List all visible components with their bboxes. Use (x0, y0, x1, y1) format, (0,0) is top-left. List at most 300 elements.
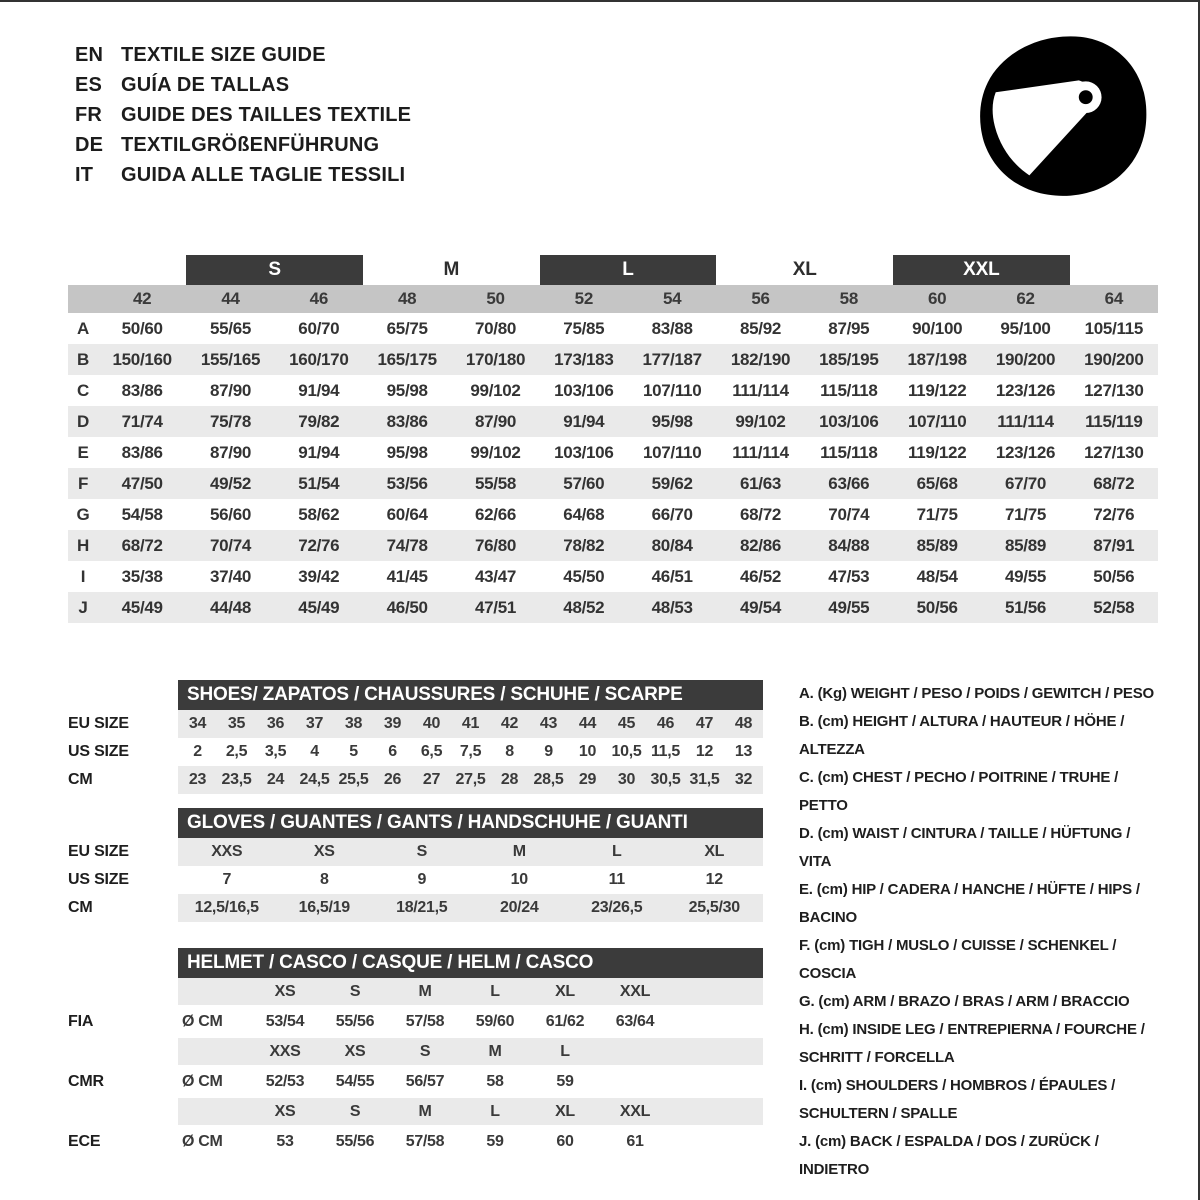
shoes-value-cell: 23,5 (221, 771, 252, 788)
helmet-value-cell: 53 (276, 1132, 294, 1150)
helmet-standard-label: CMR (68, 1072, 104, 1090)
cell-H-60: 85/89 (916, 535, 958, 555)
shoes-value-cell: 43 (539, 715, 558, 732)
filler-cell (670, 1125, 763, 1158)
shoes-value-cell: 38 (344, 715, 363, 732)
cell-E-44: 87/90 (209, 442, 252, 462)
shoes-row-label: US SIZE (68, 743, 129, 760)
gloves-row (68, 866, 763, 894)
helmet-sizes-band (178, 1098, 763, 1125)
cell-E-46: 91/94 (298, 442, 340, 462)
cell-E-54: 107/110 (642, 442, 702, 462)
language-code: DE (75, 134, 104, 156)
guide-title-de: TEXTILGRÖßENFÜHRUNG (121, 134, 380, 156)
cell-G-42: 54/58 (121, 504, 163, 524)
cell-I-54: 46/51 (651, 566, 693, 586)
cell-D-58: 103/106 (819, 411, 879, 431)
shoes-value-cell: 4 (310, 743, 319, 760)
row-label-D: D (77, 411, 89, 431)
helmet-size-cell: XS (344, 1042, 366, 1060)
helmet-values-row-FIA (68, 1005, 763, 1038)
shoes-value-cell: 2 (193, 743, 202, 760)
cell-F-60: 65/68 (916, 473, 958, 493)
page-header (0, 2, 1198, 212)
cell-C-56: 111/114 (732, 380, 789, 400)
row-label-B: B (77, 349, 89, 369)
row-label-E: E (77, 442, 89, 462)
cell-H-48: 74/78 (386, 535, 428, 555)
legend-item-G: G. (cm) ARM / BRAZO / BRAS / ARM / BRACCIO (799, 993, 1130, 1010)
cell-I-52: 45/50 (563, 566, 605, 586)
helmet-value-cell: 56/57 (405, 1072, 445, 1090)
helmet-size-cell: L (490, 982, 500, 1000)
shoes-value-cell: 9 (544, 743, 553, 760)
cell-C-64: 127/130 (1084, 380, 1144, 400)
numeric-size-spacer (68, 285, 98, 313)
cell-A-54: 83/88 (651, 318, 693, 338)
cell-D-46: 79/82 (298, 411, 340, 431)
gloves-rows (68, 838, 763, 922)
cell-C-60: 119/122 (907, 380, 967, 400)
shoes-value-cell: 28 (500, 771, 519, 788)
cell-E-60: 119/122 (907, 442, 967, 462)
filler-cell (670, 1098, 763, 1125)
cell-B-44: 155/165 (200, 349, 261, 369)
row-label-J: J (78, 597, 88, 617)
filler-cell (670, 1005, 763, 1038)
gloves-value-cell: L (612, 843, 622, 860)
gloves-band (178, 894, 763, 922)
shoes-value-cell: 10,5 (611, 743, 642, 760)
helmet-title: HELMET / CASCO / CASQUE / HELM / CASCO (178, 948, 763, 978)
cell-I-48: 41/45 (386, 566, 428, 586)
legend-item-J: J. (cm) BACK / ESPALDA / DOS / ZURÜCK / INDIETRO (799, 1133, 1099, 1178)
shoes-value-cell: 47 (695, 715, 714, 732)
gloves-value-cell: 16,5/19 (298, 899, 350, 916)
measurement-row-E (68, 437, 1158, 468)
gloves-value-cell: S (416, 843, 427, 860)
row-label-C: C (77, 380, 89, 400)
shoes-value-cell: 24,5 (299, 771, 330, 788)
numeric-size-58: 58 (839, 289, 858, 308)
gloves-value-cell: XS (313, 843, 335, 860)
shoes-value-cell: 31,5 (689, 771, 720, 788)
helmet-value-cell: 63/64 (615, 1012, 655, 1030)
shoes-band (178, 710, 763, 738)
shoes-rows (68, 710, 763, 794)
helmet-row-label (68, 978, 178, 1005)
shoes-value-cell: 29 (578, 771, 597, 788)
cell-H-42: 68/72 (121, 535, 163, 555)
gloves-value-cell: 11 (608, 871, 625, 888)
cell-E-56: 111/114 (732, 442, 789, 462)
shoes-value-cell: 30,5 (650, 771, 681, 788)
cell-G-56: 68/72 (739, 504, 782, 524)
row-label-H: H (77, 535, 89, 555)
cell-I-56: 46/52 (739, 566, 782, 586)
legend-item-A: A. (Kg) WEIGHT / PESO / POIDS / GEWITCH / PESO (799, 685, 1154, 702)
helmet-values-row-CMR (68, 1065, 763, 1098)
helmet-size-cell: S (419, 1042, 431, 1060)
shoes-value-cell: 44 (578, 715, 597, 732)
cell-A-42: 50/60 (121, 318, 163, 338)
shoes-value-cell: 45 (617, 715, 636, 732)
cell-J-58: 49/55 (828, 597, 870, 617)
cell-C-52: 103/106 (554, 380, 614, 400)
cell-F-62: 67/70 (1004, 473, 1047, 493)
cell-F-46: 51/54 (298, 473, 340, 493)
gloves-value-cell: 7 (222, 871, 232, 888)
guide-title-it: GUIDA ALLE TAGLIE TESSILI (121, 164, 406, 186)
cell-J-52: 48/52 (563, 597, 605, 617)
numeric-size-54: 54 (663, 289, 682, 308)
cell-F-44: 49/52 (209, 473, 252, 493)
gloves-value-cell: 8 (319, 871, 329, 888)
cell-C-54: 107/110 (642, 380, 702, 400)
cell-J-62: 51/56 (1004, 597, 1047, 617)
unit-spacer (178, 978, 250, 1005)
cell-H-54: 80/84 (651, 535, 693, 555)
helmet-value-cell: 53/54 (265, 1012, 305, 1030)
row-label-I: I (80, 566, 86, 586)
cell-B-64: 190/200 (1084, 349, 1144, 369)
helmet-values-band (178, 1005, 763, 1038)
shoes-value-cell: 27,5 (455, 771, 486, 788)
cell-G-62: 71/75 (1004, 504, 1047, 524)
cell-B-62: 190/200 (995, 349, 1056, 369)
shoes-value-cell: 36 (266, 715, 285, 732)
legend-item-F: F. (cm) TIGH / MUSLO / CUISSE / SCHENKEL / COSCIA (799, 937, 1117, 982)
helmet-icon (970, 30, 1153, 202)
cell-H-64: 87/91 (1093, 535, 1135, 555)
cell-I-62: 49/55 (1004, 566, 1047, 586)
cell-E-52: 103/106 (554, 442, 614, 462)
helmet-rows (68, 978, 763, 1158)
gloves-row-label: CM (68, 899, 93, 916)
helmet-values-row-ECE (68, 1125, 763, 1158)
helmet-sizes-row-CMR (68, 1038, 763, 1065)
cell-E-48: 95/98 (386, 442, 428, 462)
cell-F-48: 53/56 (386, 473, 428, 493)
measurement-row-C (68, 375, 1158, 406)
helmet-value-cell: 59/60 (475, 1012, 515, 1030)
helmet-value-cell: 58 (486, 1072, 504, 1090)
cell-A-58: 87/95 (828, 318, 870, 338)
size-header-S: S (186, 255, 363, 285)
helmet-value-cell: 61 (626, 1132, 644, 1150)
cell-A-50: 70/80 (474, 318, 517, 338)
gloves-value-cell: M (512, 843, 526, 860)
cell-H-50: 76/80 (474, 535, 517, 555)
unit-spacer (178, 1098, 250, 1125)
helmet-size-cell: XS (274, 1102, 296, 1120)
helmet-size-cell: L (490, 1102, 500, 1120)
shoes-value-cell: 32 (734, 771, 753, 788)
shoes-value-cell: 48 (734, 715, 753, 732)
gloves-value-cell: 9 (417, 871, 427, 888)
cell-D-62: 111/114 (997, 411, 1054, 431)
cell-D-54: 95/98 (651, 411, 693, 431)
helmet-size-cell: M (488, 1042, 502, 1060)
helmet-unit-label: Ø CM (182, 1012, 223, 1030)
measurement-row-H (68, 530, 1158, 561)
helmet-size-cell: XXL (619, 982, 651, 1000)
measurement-legend (799, 680, 1157, 1184)
cell-D-52: 91/94 (563, 411, 605, 431)
cell-I-60: 48/54 (916, 566, 958, 586)
gloves-value-cell: 10 (510, 871, 528, 888)
cell-J-42: 45/49 (121, 597, 163, 617)
helmet-sizes-row-ECE (68, 1098, 763, 1125)
helmet-value-cell: 55/56 (335, 1012, 375, 1030)
cell-H-46: 72/76 (298, 535, 340, 555)
helmet-sizes-band (178, 978, 763, 1005)
shoes-value-cell: 8 (505, 743, 514, 760)
size-header-XL: XL (792, 259, 817, 280)
shoes-value-cell: 37 (305, 715, 324, 732)
cell-J-56: 49/54 (739, 597, 782, 617)
cell-H-58: 84/88 (828, 535, 870, 555)
cell-G-60: 71/75 (916, 504, 958, 524)
helmet-size-cell: S (349, 982, 361, 1000)
shoes-value-cell: 40 (422, 715, 441, 732)
helmet-standard-label: ECE (68, 1132, 101, 1150)
cell-F-52: 57/60 (563, 473, 605, 493)
legend-item-C: C. (cm) CHEST / PECHO / POITRINE / TRUHE / PETTO (799, 769, 1119, 814)
cell-B-52: 173/183 (554, 349, 614, 369)
size-header-spacer (68, 255, 186, 285)
cell-B-48: 165/175 (377, 349, 437, 369)
cell-C-42: 83/86 (121, 380, 163, 400)
helmet-value-cell (600, 1065, 670, 1098)
bottom-section (68, 680, 1158, 1184)
cell-G-50: 62/66 (474, 504, 517, 524)
gloves-value-cell: 20/24 (499, 899, 539, 916)
helmet-value-cell: 54/55 (335, 1072, 375, 1090)
cell-I-58: 47/53 (828, 566, 870, 586)
cell-G-44: 56/60 (209, 504, 252, 524)
gloves-row-label: US SIZE (68, 871, 129, 888)
cell-A-64: 105/115 (1084, 318, 1144, 338)
shoes-title: SHOES/ ZAPATOS / CHAUSSURES / SCHUHE / SCARPE (178, 680, 763, 710)
helmet-size-cell: XXS (269, 1042, 301, 1060)
numeric-size-48: 48 (398, 289, 417, 308)
helmet-unit-label: Ø CM (182, 1072, 223, 1090)
gloves-value-cell: 25,5/30 (688, 899, 740, 916)
helmet-values-band (178, 1065, 763, 1098)
cell-J-60: 50/56 (916, 597, 958, 617)
helmet-size-cell: M (418, 982, 432, 1000)
cell-H-56: 82/86 (739, 535, 782, 555)
shoes-value-cell: 24 (266, 771, 285, 788)
shoes-value-cell: 10 (578, 743, 597, 760)
shoes-value-cell: 2,5 (225, 743, 248, 760)
cell-D-60: 107/110 (907, 411, 967, 431)
shoes-value-cell: 25,5 (338, 771, 369, 788)
measurement-row-F (68, 468, 1158, 499)
measurement-row-J (68, 592, 1158, 623)
cell-D-56: 99/102 (735, 411, 786, 431)
helmet-size-cell: XL (555, 1102, 575, 1120)
cell-F-64: 68/72 (1093, 473, 1135, 493)
cell-J-46: 45/49 (298, 597, 340, 617)
measurement-row-G (68, 499, 1158, 530)
helmet-values-band (178, 1125, 763, 1158)
cell-J-50: 47/51 (474, 597, 517, 617)
helmet-size-cell: S (349, 1102, 361, 1120)
cell-C-46: 91/94 (298, 380, 340, 400)
shoes-value-cell: 7,5 (459, 743, 482, 760)
cell-B-46: 160/170 (289, 349, 349, 369)
size-header-spacer (1070, 255, 1158, 285)
cell-E-62: 123/126 (995, 442, 1056, 462)
shoes-row-label: EU SIZE (68, 715, 129, 732)
cell-J-54: 48/53 (651, 597, 693, 617)
cell-I-44: 37/40 (209, 566, 252, 586)
shoes-value-cell: 12 (695, 743, 714, 760)
cell-E-58: 115/118 (820, 442, 878, 462)
cell-H-62: 85/89 (1004, 535, 1047, 555)
shoes-value-cell: 3,5 (264, 743, 287, 760)
cell-A-44: 55/65 (209, 318, 252, 338)
shoes-value-cell: 26 (383, 771, 402, 788)
cell-C-48: 95/98 (386, 380, 428, 400)
numeric-size-64: 64 (1104, 289, 1123, 308)
cell-B-54: 177/187 (642, 349, 702, 369)
language-code: IT (75, 164, 94, 186)
cell-I-42: 35/38 (121, 566, 163, 586)
cell-E-42: 83/86 (121, 442, 163, 462)
cell-J-44: 44/48 (209, 597, 252, 617)
shoes-value-cell: 11,5 (650, 743, 681, 760)
cell-G-58: 70/74 (828, 504, 870, 524)
helmet-standard-label: FIA (68, 1012, 94, 1030)
gloves-row-label: EU SIZE (68, 843, 129, 860)
language-code: FR (75, 104, 103, 126)
legend-item-D: D. (cm) WAIST / CINTURA / TAILLE / HÜFTUNG / VITA (799, 825, 1131, 870)
shoes-value-cell: 34 (188, 715, 207, 732)
cell-A-52: 75/85 (563, 318, 605, 338)
shoes-value-cell: 23 (188, 771, 207, 788)
cell-G-52: 64/68 (563, 504, 605, 524)
shoes-value-cell: 42 (500, 715, 519, 732)
cell-F-58: 63/66 (828, 473, 870, 493)
gloves-value-cell: XL (704, 843, 725, 860)
filler-cell (670, 978, 763, 1005)
helmet-size-cell (600, 1038, 670, 1065)
language-code: EN (75, 44, 104, 66)
helmet-size-cell: M (418, 1102, 432, 1120)
numeric-size-50: 50 (486, 289, 505, 308)
numeric-size-60: 60 (928, 289, 947, 308)
shoes-value-cell: 46 (656, 715, 675, 732)
main-size-table (68, 255, 1158, 623)
helmet-size-cell: XS (274, 982, 296, 1000)
gloves-value-cell: 23/26,5 (591, 899, 643, 916)
cell-D-48: 83/86 (386, 411, 428, 431)
cell-F-50: 55/58 (474, 473, 517, 493)
helmet-row-label (68, 1038, 178, 1065)
numeric-size-56: 56 (751, 289, 770, 308)
shoes-table (68, 680, 763, 794)
measurement-row-D (68, 406, 1158, 437)
helmet-value-cell: 60 (556, 1132, 574, 1150)
shoes-value-cell: 30 (617, 771, 636, 788)
cell-F-54: 59/62 (651, 473, 693, 493)
helmet-sizes-row-FIA (68, 978, 763, 1005)
numeric-size-62: 62 (1016, 289, 1035, 308)
cell-I-46: 39/42 (298, 566, 340, 586)
legend-item-B: B. (cm) HEIGHT / ALTURA / HAUTEUR / HÖHE / ALTEZZA (799, 713, 1125, 758)
numeric-size-row (68, 285, 1158, 313)
gloves-value-cell: XXS (211, 843, 243, 860)
gloves-band (178, 866, 763, 894)
cell-D-42: 71/74 (121, 411, 163, 431)
legend-item-I: I. (cm) SHOULDERS / HOMBROS / ÉPAULES / SCHULTERN / SPALLE (799, 1077, 1116, 1122)
helmet-value-cell: 55/56 (335, 1132, 375, 1150)
helmet-value-cell: 59 (486, 1132, 504, 1150)
cell-A-48: 65/75 (386, 318, 428, 338)
legend-item-E: E. (cm) HIP / CADERA / HANCHE / HÜFTE / HIPS / BACINO (799, 881, 1140, 926)
cell-I-50: 43/47 (474, 566, 517, 586)
cell-C-50: 99/102 (470, 380, 521, 400)
helmet-value-cell: 52/53 (265, 1072, 305, 1090)
cell-G-46: 58/62 (298, 504, 340, 524)
measurement-row-A (68, 313, 1158, 344)
cell-G-64: 72/76 (1093, 504, 1135, 524)
cell-C-44: 87/90 (209, 380, 252, 400)
helmet-size-cell: XL (555, 982, 575, 1000)
cell-D-64: 115/119 (1085, 411, 1143, 431)
helmet-sizes-band (178, 1038, 763, 1065)
helmet-value-cell: 57/58 (405, 1012, 445, 1030)
row-label-G: G (76, 504, 90, 524)
unit-spacer (178, 1038, 250, 1065)
shoes-band (178, 738, 763, 766)
shoes-row (68, 710, 763, 738)
cell-B-42: 150/160 (112, 349, 172, 369)
shoes-value-cell: 5 (349, 743, 358, 760)
cell-I-64: 50/56 (1093, 566, 1135, 586)
shoes-band (178, 766, 763, 794)
size-header-L: L (540, 255, 717, 285)
size-header-M: M (443, 259, 460, 280)
guide-title-fr: GUIDE DES TAILLES TEXTILE (121, 104, 412, 126)
cell-B-58: 185/195 (819, 349, 879, 369)
shoes-value-cell: 28,5 (533, 771, 564, 788)
cell-H-44: 70/74 (209, 535, 252, 555)
cell-J-48: 46/50 (386, 597, 428, 617)
cell-B-50: 170/180 (465, 349, 526, 369)
guide-title-es: GUÍA DE TALLAS (121, 74, 290, 96)
helmet-size-cell: XXL (619, 1102, 651, 1120)
cell-H-52: 78/82 (563, 535, 605, 555)
gloves-table (68, 808, 763, 922)
cell-E-64: 127/130 (1084, 442, 1144, 462)
numeric-size-44: 44 (221, 289, 240, 308)
measurement-row-I (68, 561, 1158, 592)
filler-cell (670, 1038, 763, 1065)
filler-cell (670, 1065, 763, 1098)
measurement-row-B (68, 344, 1158, 375)
shoes-value-cell: 27 (422, 771, 441, 788)
cell-B-60: 187/198 (907, 349, 967, 369)
gloves-value-cell: 12,5/16,5 (194, 899, 259, 916)
cell-F-42: 47/50 (121, 473, 163, 493)
row-label-A: A (77, 318, 89, 338)
cell-D-44: 75/78 (209, 411, 252, 431)
cell-B-56: 182/190 (730, 349, 791, 369)
